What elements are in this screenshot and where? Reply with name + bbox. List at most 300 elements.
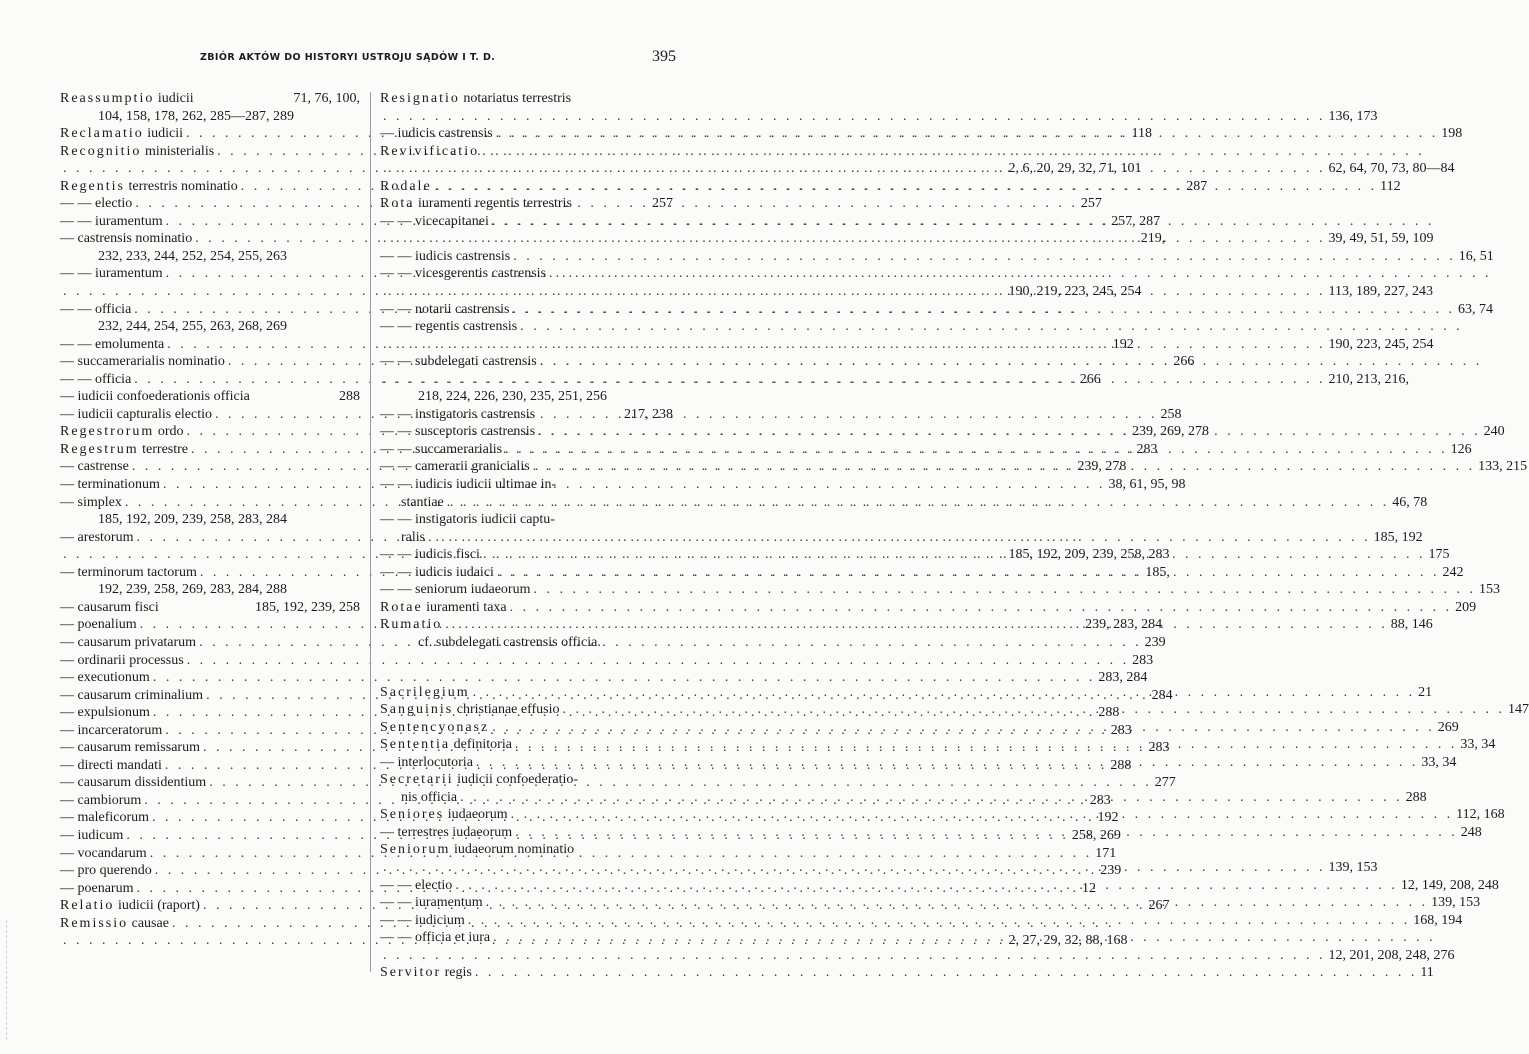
entry-term — [60, 494, 122, 512]
entry-text: — succamerarialis nominatio — [60, 354, 225, 370]
entry-text: — poenalium — [60, 617, 137, 633]
entry-term — [380, 90, 571, 108]
page-refs: 284 — [1151, 687, 1173, 703]
page-refs: 283 — [1089, 792, 1111, 808]
entry-headword: Reassumptio — [60, 91, 155, 106]
entry-headword: Seniorum — [380, 842, 451, 858]
index-entry — [60, 108, 360, 126]
page-refs: 219, — [1140, 231, 1166, 247]
index-entry — [60, 529, 360, 547]
dot-leader — [380, 859, 1326, 877]
index-entry — [60, 336, 1134, 354]
entry-headword: Rotae — [380, 599, 423, 615]
entry-term — [60, 792, 141, 810]
entry-text: stantiae — [380, 494, 444, 510]
index-entry — [380, 353, 673, 371]
entry-term — [380, 581, 530, 599]
index-entry — [60, 669, 1148, 687]
entry-text: — — iudicis castrensis — [380, 248, 511, 264]
page-refs: 2, 6, 20, 29, 32, 71, 101 — [1008, 161, 1142, 177]
page-refs: 288 — [1098, 705, 1120, 721]
dot-leader — [480, 546, 1426, 564]
index-entry — [60, 862, 1122, 880]
index-entry — [380, 476, 673, 494]
entry-text: — — vicesgerentis castrensis — [380, 266, 547, 282]
entry-term — [60, 774, 206, 792]
page-refs: 118 — [1131, 126, 1153, 142]
dot-leader — [512, 824, 1458, 842]
entry-term — [380, 441, 502, 459]
page-refs: 33, 34 — [1460, 737, 1496, 753]
page-refs: 283 — [1110, 722, 1132, 738]
index-entry — [380, 964, 1434, 982]
entry-term — [380, 894, 483, 912]
entry-headword: Sacrilegium — [380, 684, 470, 700]
dot-leader — [473, 754, 1419, 772]
index-entry — [380, 877, 1499, 895]
page-number: 395 — [652, 48, 676, 65]
entry-term — [60, 213, 163, 231]
page-refs: 257 — [1080, 196, 1102, 212]
entry-term — [380, 754, 473, 772]
index-entry — [380, 195, 673, 213]
dot-leader — [465, 912, 1411, 930]
page-refs: 133, 215 — [1478, 459, 1528, 475]
entry-headword: Relatio — [60, 898, 115, 914]
entry-term — [380, 529, 425, 547]
page-refs: 257, 287 — [1111, 213, 1161, 229]
entry-text: — terminationum — [60, 477, 160, 493]
entry-headword: Recognitio — [60, 143, 142, 159]
entry-text: — iudicis castrensis — [380, 126, 493, 142]
entry-text: — causarum dissidentium — [60, 775, 207, 791]
entry-term — [60, 476, 160, 494]
page-refs — [1492, 265, 1495, 283]
page-refs: 12 — [1081, 880, 1096, 896]
entry-term — [60, 353, 225, 371]
entry-text: — causarum fisci — [60, 599, 159, 615]
dot-leader — [470, 684, 1416, 702]
page-refs: 217, 238 — [624, 406, 673, 422]
entry-term — [380, 353, 537, 371]
index-entry — [60, 160, 1142, 178]
entry-term — [380, 213, 489, 231]
entry-term — [380, 599, 507, 617]
page-refs: 147 — [1508, 702, 1529, 718]
dot-leader — [510, 248, 1456, 266]
entry-text: ralis — [380, 529, 426, 545]
page-refs: 112, 168 — [1456, 807, 1505, 823]
entry-term — [380, 301, 509, 319]
entry-headword: Sanguinis — [380, 702, 454, 718]
dot-leader — [472, 964, 1418, 982]
entry-text: — directi mandati — [60, 757, 162, 773]
page-refs — [1482, 353, 1485, 371]
index-entry — [380, 90, 673, 108]
entry-term — [60, 143, 214, 161]
page-refs: 239, 269, 278 — [1132, 424, 1209, 440]
entry-term — [380, 125, 493, 143]
entry-text: terrestris nominatio — [125, 178, 238, 194]
entry-term — [380, 564, 494, 582]
dot-leader — [502, 441, 1448, 459]
dot-leader — [442, 616, 1388, 634]
entry-text: causae — [128, 915, 169, 931]
page-refs: 283, 284 — [1098, 670, 1148, 686]
entry-term — [380, 616, 442, 634]
page-refs: 112 — [1380, 178, 1401, 194]
entry-text: — — iuramentum — [60, 213, 163, 229]
entry-term — [60, 704, 150, 722]
entry-text: — arestorum — [60, 529, 134, 545]
dot-leader — [457, 789, 1403, 807]
page-refs: 192 — [1097, 810, 1119, 826]
dot-leader — [493, 125, 1439, 143]
entry-term — [60, 125, 183, 143]
page-header — [60, 48, 676, 72]
page-refs: 190, 219, 223, 245, 254 — [1008, 284, 1142, 300]
entry-headword: Rumatio — [380, 617, 443, 633]
entry-text: definitoria — [450, 737, 512, 753]
entry-term — [380, 476, 556, 494]
entry-text: — — emolumenta — [60, 336, 165, 352]
entry-term — [60, 564, 197, 582]
page-refs: 258, 269 — [1071, 827, 1121, 843]
dot-leader — [546, 265, 1492, 283]
entry-text: — — iudicis fisci — [380, 547, 480, 563]
index-entry — [380, 406, 673, 424]
entry-continuation: 185, 192, 209, 239, 258, 283, 284 — [98, 512, 287, 528]
entry-text: — executionum — [60, 670, 150, 686]
index-entry — [60, 915, 360, 933]
dot-leader — [517, 318, 1463, 336]
dot-leader — [479, 143, 1425, 161]
dot-leader — [507, 599, 1453, 617]
entry-term — [60, 616, 137, 634]
page-refs: 288 — [1110, 757, 1132, 773]
entry-text: — causarum criminalium — [60, 687, 204, 703]
entry-text: — terminorum tactorum — [60, 564, 197, 580]
entry-term — [60, 195, 132, 213]
page-refs: 88, 146 — [1390, 617, 1433, 633]
section-gap — [380, 652, 673, 684]
dot-leader — [380, 947, 1326, 965]
page-refs: 283 — [1136, 441, 1158, 457]
entry-headword: Reclamatio — [60, 126, 144, 142]
page-refs — [1434, 213, 1437, 231]
page-refs: 185, 192 — [1373, 529, 1423, 545]
entry-text: iuramenti regentis terrestris — [414, 196, 572, 212]
page-refs: 239, 283, 284 — [1085, 617, 1163, 633]
index-entry — [380, 529, 1423, 547]
entry-text: ordo — [154, 424, 184, 440]
index-entry — [380, 581, 1500, 599]
entry-text: — pro querendo — [60, 863, 152, 879]
entry-headword: Regestrorum — [60, 424, 155, 440]
entry-text: — — vicecapitanei — [380, 213, 489, 229]
dot-leader — [535, 423, 1481, 441]
entry-term — [60, 634, 196, 652]
entry-continuation: 232, 244, 254, 255, 263, 268, 269 — [98, 319, 287, 335]
entry-text: — iudicii capturalis electio — [60, 406, 213, 422]
dot-leader — [489, 213, 1435, 231]
page-refs: 287 — [1186, 178, 1208, 194]
entry-text: — castrense — [60, 459, 129, 475]
entry-text: ministerialis — [141, 143, 215, 159]
page-refs: 288 — [1405, 789, 1427, 805]
page-refs — [670, 771, 673, 789]
index-entry — [60, 581, 360, 599]
entry-term — [380, 964, 472, 982]
entry-term — [380, 929, 490, 947]
entry-term — [60, 458, 129, 476]
index-entry — [60, 494, 360, 512]
entry-text: — causarum remissarum — [60, 740, 200, 756]
entry-text: — incarceratorum — [60, 722, 163, 738]
page-refs: 175 — [1428, 547, 1450, 563]
page-refs: 153 — [1478, 582, 1500, 598]
dot-leader — [444, 494, 1390, 512]
page-refs: 283 — [1148, 740, 1170, 756]
dot-leader — [452, 877, 1398, 895]
entry-continuation: 104, 158, 178, 262, 285—287, 289 — [98, 108, 294, 124]
index-entry — [60, 388, 360, 406]
entry-term — [380, 701, 560, 719]
dot-leader — [380, 230, 1326, 248]
dot-leader — [212, 406, 1158, 424]
page-refs: 113, 189, 227, 243 — [1328, 284, 1433, 300]
entry-term — [380, 877, 452, 895]
entry-text: — — iudicium — [380, 912, 465, 928]
entry-headword: Rota — [380, 196, 415, 212]
entry-text: iudaeorum — [444, 807, 508, 823]
index-entry — [380, 318, 673, 336]
entry-text: — — officia et iura — [380, 930, 491, 946]
entry-term — [380, 912, 465, 930]
dot-leader — [483, 894, 1429, 912]
entry-term — [380, 178, 432, 196]
page-refs — [670, 511, 673, 529]
index-entry — [380, 841, 673, 859]
dot-leader — [380, 371, 1326, 389]
index-entry — [380, 494, 1428, 512]
entry-term — [60, 809, 149, 827]
entry-headword: Remissio — [60, 915, 129, 931]
entry-term — [60, 529, 133, 547]
page-refs: 71, 76, 100, — [293, 91, 360, 106]
page-refs: 239, 278 — [1077, 459, 1127, 475]
entry-term — [60, 862, 152, 880]
entry-text: — — electio — [60, 196, 133, 212]
entry-text: — causarum privatarum — [60, 634, 197, 650]
index-entry — [60, 90, 360, 108]
entry-term — [60, 739, 200, 757]
entry-term — [60, 406, 212, 424]
page-refs — [1425, 143, 1428, 161]
index-entry — [380, 599, 1477, 617]
index-entry — [60, 265, 360, 283]
page-refs: 16, 51 — [1458, 248, 1494, 264]
entry-text: iudicii (raport) — [114, 898, 200, 914]
page-refs: 190, 223, 245, 254 — [1328, 336, 1434, 352]
page-refs: 267 — [1148, 898, 1170, 914]
entry-continuation: 218, 224, 226, 230, 235, 251, 256 — [418, 389, 607, 405]
page-refs: 171 — [1095, 845, 1117, 861]
entry-text: — poenarum — [60, 880, 134, 896]
entry-text: iudicii — [143, 126, 184, 142]
index-entry — [380, 143, 673, 161]
entry-headword: Seniores — [380, 807, 445, 823]
page-refs: 269 — [1437, 719, 1459, 735]
index-entry — [60, 318, 360, 336]
entry-term — [60, 915, 169, 933]
page-refs: 185, 192, 209, 239, 258, 283 — [1008, 547, 1170, 563]
entry-term — [60, 897, 200, 915]
page-refs: 168, 194 — [1413, 912, 1463, 928]
dot-leader — [380, 160, 1326, 178]
entry-text: iuramenti taxa — [422, 599, 507, 615]
entry-headword: Revivificatio — [380, 143, 480, 159]
page-refs: 242 — [1442, 564, 1464, 580]
entry-text: — — iudicis iudaici — [380, 564, 494, 580]
page-refs: 126 — [1450, 441, 1472, 457]
entry-term — [380, 406, 535, 424]
entry-text: — terrestres iudaeorum — [380, 824, 513, 840]
entry-headword: Servitor — [380, 965, 442, 981]
entry-continuation: 192, 239, 258, 269, 283, 284, 288 — [98, 582, 287, 598]
index-entry — [380, 634, 673, 652]
index-entry — [60, 301, 360, 319]
page-refs: 139, 153 — [1431, 895, 1481, 911]
page-refs: 239 — [1144, 634, 1166, 650]
page-refs: 266 — [1173, 354, 1195, 370]
entry-term — [60, 669, 150, 687]
entry-term — [380, 806, 508, 824]
index-entry — [60, 230, 1166, 248]
dot-leader — [537, 353, 1483, 371]
entry-text: — — succamerarialis — [380, 441, 503, 457]
dot-leader — [425, 529, 1371, 547]
entry-term — [60, 722, 162, 740]
index-entry — [380, 929, 673, 947]
index-entry — [60, 371, 1101, 389]
index-entry — [380, 511, 673, 529]
entry-term — [380, 494, 444, 512]
page-refs: 38, 61, 95, 98 — [1108, 477, 1186, 493]
page-refs: 257 — [652, 196, 673, 212]
page-refs: 258 — [1160, 406, 1182, 422]
entry-headword: Sentencyonasz — [380, 719, 490, 735]
entry-headword: Sententia — [380, 737, 451, 753]
dot-leader — [489, 719, 1435, 737]
page-refs — [670, 90, 673, 108]
entry-term — [380, 771, 578, 789]
dot-leader — [530, 581, 1476, 599]
entry-term — [380, 248, 510, 266]
entry-term — [60, 423, 184, 441]
index-entry — [380, 771, 673, 789]
dot-leader — [380, 283, 1326, 301]
dot-leader — [380, 336, 1326, 354]
entry-term — [60, 687, 203, 705]
entry-term — [380, 511, 555, 529]
entry-term — [60, 336, 164, 354]
page-refs: 283 — [1132, 652, 1154, 668]
entry-text: terrestre — [138, 441, 189, 457]
entry-term — [380, 458, 530, 476]
entry-text: — — officia — [60, 371, 132, 387]
entry-text: — ordinarii processus — [60, 652, 184, 668]
index-entry — [380, 265, 673, 283]
entry-term — [60, 388, 250, 406]
entry-term — [60, 652, 184, 670]
entry-text: — — subdelegati castrensis — [380, 354, 537, 370]
page-refs: 2, 27, 29, 32, 88, 168 — [1008, 933, 1128, 949]
entry-text: — interlocutoria — [380, 754, 473, 770]
entry-term — [60, 599, 159, 617]
entry-text: — — regentis castrensis — [380, 319, 518, 335]
entry-text: — — camerarii granicialis — [380, 459, 530, 475]
index-entry — [380, 213, 673, 231]
entry-continuation: cf. subdelegati castrensis officia. — [418, 634, 601, 650]
entry-term — [380, 423, 535, 441]
index-entry — [380, 248, 1494, 266]
index-entry — [380, 108, 1378, 126]
entry-text: — — seniorum iudaeorum — [380, 582, 531, 598]
page-refs: 266 — [1079, 371, 1101, 387]
entry-text: — iudicum — [60, 827, 124, 843]
running-title: ZBIÓR AKTÓW DO HISTORYI USTROJU SĄDÓW I T. D. — [200, 52, 496, 63]
entry-text: iudaeorum nominatio — [450, 842, 575, 858]
entry-continuation: 232, 233, 244, 252, 254, 255, 263 — [98, 248, 287, 264]
dot-leader — [508, 806, 1454, 824]
entry-text: — — iudicis iudicii ultimae in- — [380, 477, 557, 493]
page-refs — [670, 841, 673, 859]
entry-text: regis — [441, 965, 472, 981]
entry-term — [60, 301, 131, 319]
entry-text: — expulsionum — [60, 705, 150, 721]
page-refs — [1436, 929, 1439, 947]
entry-text: — vocandarum — [60, 845, 147, 861]
page-refs: 239 — [1100, 863, 1122, 879]
page-refs — [1463, 318, 1466, 336]
entry-term — [60, 371, 131, 389]
page-refs: 12, 149, 208, 248 — [1400, 877, 1499, 893]
entry-text: — cambiorum — [60, 792, 142, 808]
entry-headword: Regestrum — [60, 441, 139, 457]
index-entry — [60, 652, 1154, 670]
page-refs: 62, 64, 70, 73, 80—84 — [1328, 161, 1455, 177]
page-refs: 139, 153 — [1328, 859, 1378, 875]
entry-headword: Secretarii — [380, 772, 454, 788]
page-refs: 46, 78 — [1392, 494, 1428, 510]
entry-term — [60, 265, 163, 283]
entry-term — [380, 195, 572, 213]
entry-text: nis officia — [380, 789, 458, 805]
entry-term — [60, 178, 238, 196]
entry-headword: Rodale — [380, 178, 432, 194]
page-refs: 288 — [339, 389, 360, 405]
entry-term — [60, 90, 194, 108]
entry-text: — — iuramentum — [380, 895, 483, 911]
page-refs: 248 — [1460, 824, 1482, 840]
entry-text: — maleficorum — [60, 810, 150, 826]
dot-leader — [509, 301, 1455, 319]
entry-text: iudicii confoederatio- — [453, 772, 579, 788]
page-refs: 277 — [1154, 775, 1176, 791]
entry-text: iudicii — [154, 91, 194, 106]
entry-headword: Regentis — [60, 178, 125, 194]
